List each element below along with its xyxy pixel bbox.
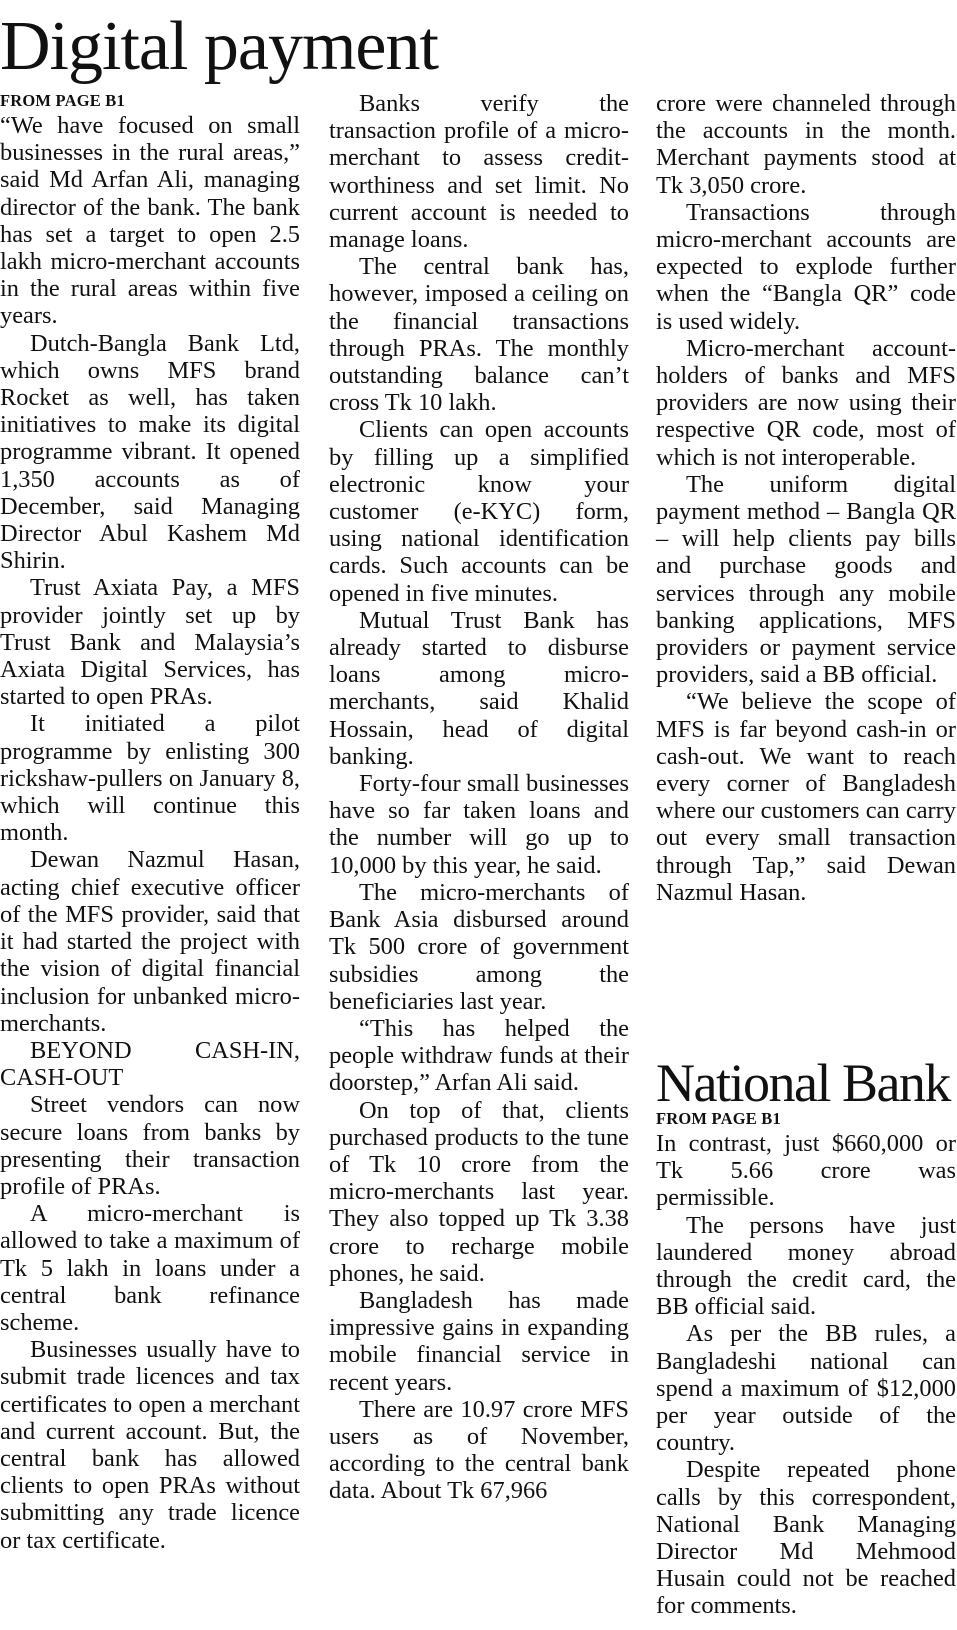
paragraph: A micro-merchant is allowed to take a maximum of Tk 5 lakh in loans under a central bank refinance scheme. [0,1200,300,1336]
column-national-bank [656,1108,956,1620]
headline-national-bank: National Bank [656,1053,950,1113]
paragraph: As per the BB rules, a Bangladeshi national can spend a maximum of $12,000 per year outside of the country. [656,1320,956,1457]
paragraph: Clients can open accounts by filling up a simplified electronic know your customer (e-KYC) form, using national identification cards. Such accounts can be opened in five minutes. [329,416,629,607]
column-2 [329,90,629,1505]
paragraph: It initiated a pilot programme by enlisting 300 rickshaw-pullers on January 8, which will continue this month. [0,710,300,847]
column-3 [656,90,956,906]
paragraph: In contrast, just $660,000 or Tk 5.66 crore was permissible. [656,1130,956,1212]
paragraph: Despite repeated phone calls by this correspondent, National Bank Managing Director Md Mehmood Husain could not be reached for comments. [656,1456,956,1620]
paragraph: There are 10.97 crore MFS users as of November, according to the central bank data. About Tk 67,966 [329,1395,629,1505]
paragraph: Dewan Nazmul Hasan, acting chief executive officer of the MFS provider, said that it had started the project with the vision of digital financial inclusion for unbanked micro-merchants. [0,846,300,1037]
kicker-from-page: FROM PAGE B1 [656,1109,781,1128]
paragraph: The uniform digital payment method – Bangla QR – will help clients pay bills and purchase goods and services through any mobile banking applications, MFS providers or payment service providers, said a BB official. [656,470,956,689]
paragraph: Transactions through micro-merchant accounts are expected to explode further when the “Bangla QR” code is used widely. [656,198,956,335]
paragraph: The persons have just laundered money abroad through the credit card, the BB official said. [656,1211,956,1321]
subhead: BEYOND CASH-IN, CASH-OUT [0,1036,300,1092]
paragraph: Forty-four small businesses have so far taken loans and the number will go up to 10,000 by this year, he said. [329,770,629,879]
paragraph: Bangladesh has made impressive gains in expanding mobile financial service in recent years. [329,1286,629,1396]
paragraph: “We have focused on small businesses in the rural areas,” said Md Arfan Ali, managing director of the bank. The bank has set a target to open 2.5 lakh micro-merchant accounts in the rural areas within five years. [0,112,300,330]
paragraph: The central bank has, however, imposed a ceiling on the financial transactions through PRAs. The monthly outstanding balance can’t cross Tk 10 lakh. [329,253,629,417]
paragraph: Street vendors can now secure loans from banks by presenting their transaction profile of PRAs. [0,1091,300,1200]
paragraph: The micro-merchants of Bank Asia disbursed around Tk 500 crore of government subsidies among the beneficiaries last year. [329,878,629,1015]
paragraph: Businesses usually have to submit trade licences and tax certificates to open a merchant and current account. But, the central bank has allowed clients to open PRAs without submitting any trade licence or tax certificate. [0,1336,300,1554]
paragraph: “We believe the scope of MFS is far beyond cash-in or cash-out. We want to reach every corner of Bangladesh where our customers can carry out every small transaction through Tap,” said Dewan Nazmul Hasan. [656,688,956,906]
paragraph: Micro-merchant account-holders of banks and MFS providers are now using their respective QR code, most of which is not interoperable. [656,334,956,471]
paragraph: Dutch-Bangla Bank Ltd, which owns MFS brand Rocket as well, has taken initiatives to make its digital programme vibrant. It opened 1,350 accounts as of December, said Managing Director Abul Kashem Md Shirin. [0,329,300,575]
paragraph: Mutual Trust Bank has already started to disburse loans among micro-merchants, said Khalid Hossain, head of digital banking. [329,606,629,770]
paragraph: “This has helped the people withdraw funds at their doorstep,” Arfan Ali said. [329,1014,629,1097]
kicker-from-page: FROM PAGE B1 [0,91,125,110]
paragraph: Banks verify the transaction profile of a micro-merchant to assess credit-worthiness and set limit. No current account is needed to manage loans. [329,90,629,254]
paragraph: On top of that, clients purchased products to the tune of Tk 10 crore from the micro-merchants last year. They also topped up Tk 3.38 crore to recharge mobile phones, he said. [329,1096,629,1287]
paragraph: Trust Axiata Pay, a MFS provider jointly set up by Trust Bank and Malaysia’s Axiata Digital Services, has started to open PRAs. [0,574,300,711]
column-1 [0,90,300,1554]
paragraph: crore were channeled through the accounts in the month. Merchant payments stood at Tk 3,050 crore. [656,90,956,199]
headline-digital-payment: Digital payment [0,8,438,85]
